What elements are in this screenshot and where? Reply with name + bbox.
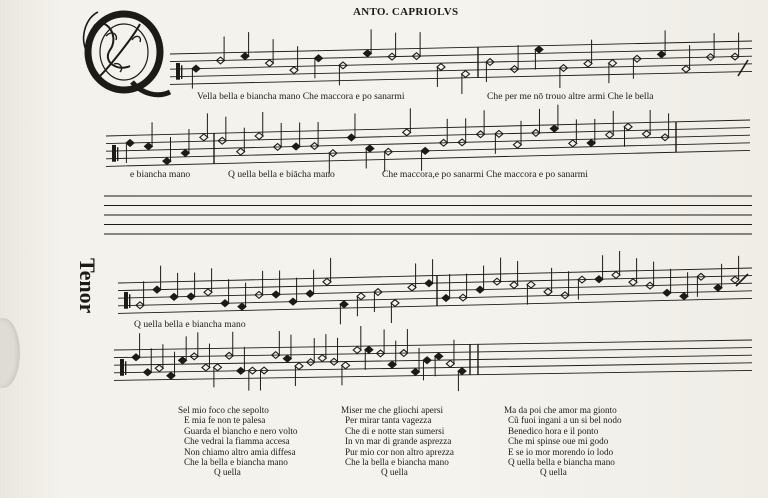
verse-column-1 [178,405,298,478]
verse-line: Che mi spinse oue mi godo [508,436,609,447]
note [272,291,280,298]
clef [112,145,116,162]
verse-line: Che vedrai la fiamma accesa [184,436,290,447]
note [323,278,331,285]
clef [129,294,130,308]
note [144,369,152,376]
note [403,129,411,136]
note [290,67,298,74]
lyric-line-1: Vella bella e biancha mano Che maccora e po sanarmi [197,91,405,102]
note [658,51,666,58]
staff-line [170,71,752,84]
staff-line [170,56,752,69]
note [214,364,222,371]
verse-line: Q uella [381,467,408,478]
verse-line: Che la bella e biancha mano [345,457,449,468]
note [167,372,175,379]
note [200,134,208,141]
lyric-line-1b: Che per me nō trouo altre armi Che le bella [487,91,654,102]
clef [125,361,126,375]
staff-line [114,370,752,380]
clef [120,359,124,376]
note [423,357,431,364]
note [315,55,323,62]
verse-line: Ma da poi che amor ma gionto [504,405,617,415]
note [187,293,195,300]
note [126,140,134,147]
note [132,354,140,361]
note [462,71,470,78]
note [624,123,632,130]
verse-line: Che la bella e biancha mano [184,457,288,468]
note [510,282,518,289]
note [306,290,314,297]
note [365,346,373,353]
note [682,66,690,73]
note [513,141,521,148]
staff-line [106,150,750,166]
verse-line: Q uella bella e biancha mano [508,457,615,468]
note [204,289,212,296]
note [411,368,419,375]
verse-line: Q uella [214,467,241,478]
note [163,158,171,165]
verse-line: Per mirar tanta vagezza [345,415,432,426]
lyric-line-2a: e biancha mano [130,169,191,180]
tenor-lyric-line: Q uella bella e biancha mano [134,319,246,330]
note [584,60,592,67]
note [342,362,350,369]
note [437,64,445,71]
note [643,131,651,138]
custos [738,60,748,76]
note [421,147,429,154]
note [266,60,274,67]
note [192,65,200,72]
note [295,363,303,370]
note [595,276,603,283]
note [587,140,595,147]
note [606,131,614,138]
note [391,300,399,307]
verse-line: Benedico hora e il ponto [508,425,599,436]
staff-line [106,120,750,136]
clef [117,147,118,161]
note [569,140,577,147]
staff-line [118,276,752,291]
note [731,276,739,283]
verse-line: Non chiamo altro amia diffesa [184,446,296,457]
voice-label-graphic [74,256,104,336]
note [663,289,671,296]
note [353,347,361,354]
note [458,368,466,375]
note [289,298,297,305]
note [425,280,433,287]
verse-line: Che di e notte stan sumersi [345,425,445,436]
note [347,134,355,141]
note [318,355,326,362]
verse-line: Sel mio foco che sepolto [178,405,269,415]
note [446,360,454,367]
note [366,145,374,152]
verse-line: Guarda el biancho e nero volto [184,425,298,436]
note [221,300,229,307]
verse-line: Pur mio cor non altro aprezza [345,446,454,457]
note [535,46,543,53]
decorated-initial-q [80,6,172,102]
note [144,143,152,150]
note [255,133,263,140]
note [714,284,722,291]
note [476,286,484,293]
note [153,286,161,293]
clef [124,292,128,309]
svg-text:Tenor: Tenor [75,258,100,314]
note [179,357,187,364]
note [609,60,617,67]
verse-line: In vn mar di grande asprezza [345,436,452,447]
verse-line: Cũ fuoi ingani a un si bel nodo [508,415,622,426]
note [340,301,348,308]
note [680,293,688,300]
staff-line [170,64,752,77]
staff-line [106,135,750,151]
note [388,361,396,368]
note [181,150,189,157]
note [237,367,245,374]
note [408,284,416,291]
note [241,53,249,60]
composer-heading: ANTO. CAPRIOLVS [353,6,459,18]
staff-line [118,298,752,313]
note [237,148,245,155]
note [629,279,637,286]
note [364,50,372,57]
lyric-line-2c: Che maccora,e po sanarmi Che maccora e po sanarmi [382,169,588,180]
note [544,288,552,295]
staff-line [118,291,752,306]
note [550,125,558,132]
lyric-line-2b: Q uella bella e biācha mano [228,169,335,180]
verse-column-2 [341,405,454,478]
note [442,295,450,302]
note [238,303,246,310]
staff-line [118,283,752,298]
note [155,365,163,372]
clef [181,65,182,79]
note [612,272,620,279]
note [435,353,443,360]
note [283,355,291,362]
verse-line: E mia fe non te palesa [184,415,266,426]
note [292,143,300,150]
note [357,293,365,300]
verse-line: E se io mor morendo io lodo [508,446,614,457]
note [170,293,178,300]
clef [176,63,180,80]
verse-column-3 [504,405,622,478]
staff-line [118,268,752,283]
note [202,364,210,371]
verse-line: Miser me che gliochi apersi [341,405,444,415]
note [527,281,535,288]
verse-line: Q uella [540,467,567,478]
